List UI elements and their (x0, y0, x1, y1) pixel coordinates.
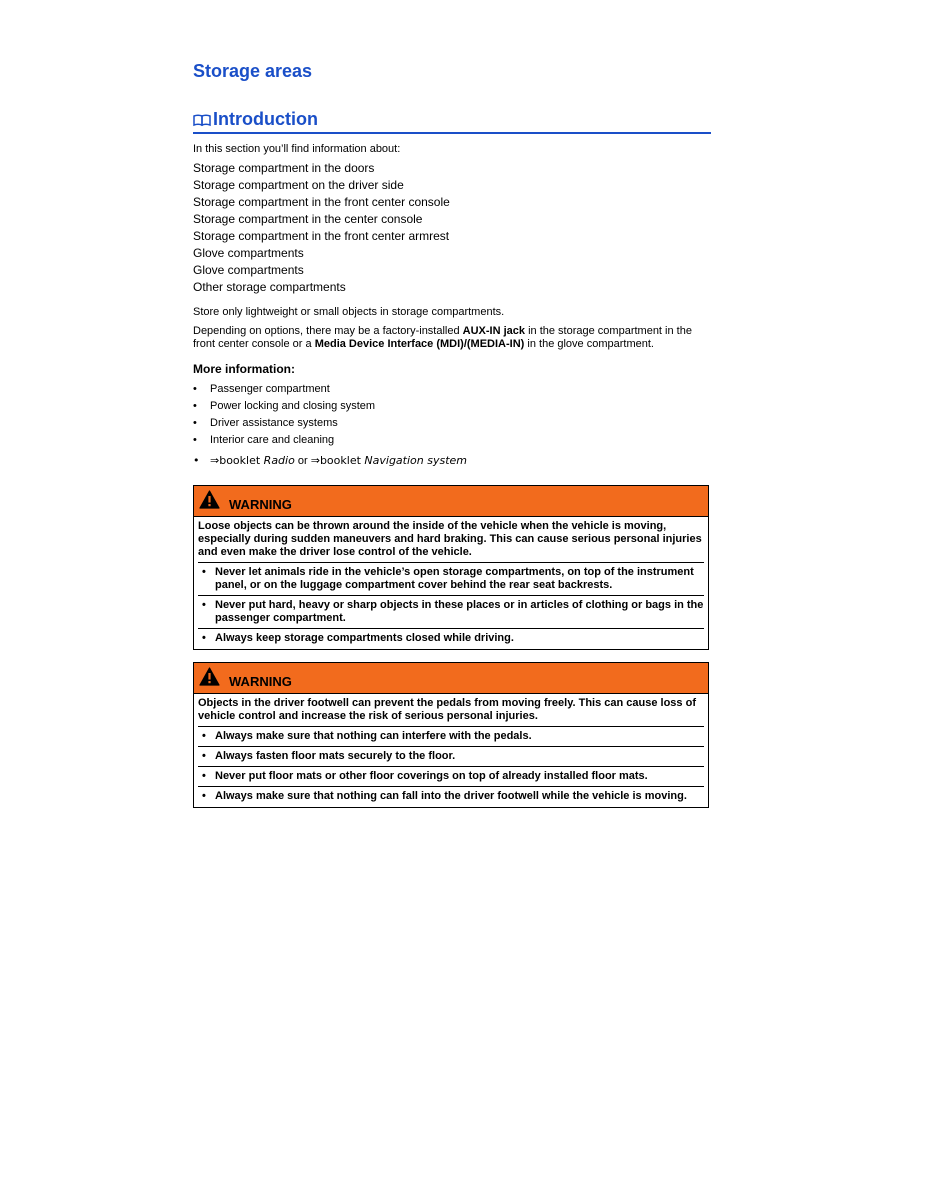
storage-note: Store only lightweight or small objects in storage compartments. (193, 306, 505, 318)
warning-title: WARNING (229, 496, 292, 512)
warning-item: • Always fasten floor mats securely to the floor. (198, 747, 704, 767)
warning-box-driver-footwell (193, 662, 709, 808)
topic-link[interactable]: Other storage compartments (193, 280, 346, 294)
warning-item: • Always make sure that nothing can interfere with the pedals. (198, 727, 704, 747)
more-info-heading: More information: (193, 362, 295, 376)
warning-item: • Never let animals ride in the vehicle’s open storage compartments, on top of the instrument panel, or on the luggage compartment cover behind the rear seat backrests. (198, 563, 704, 596)
intro-lead: In this section you’ll find information about: (193, 143, 401, 155)
arrow-icon: ⇒ (210, 454, 220, 467)
booklet-label: booklet (219, 454, 264, 467)
options-note-text: in the glove compartment. (524, 338, 654, 350)
topic-link[interactable]: Storage compartment on the driver side (193, 178, 404, 192)
radio-booklet-link[interactable]: Radio (263, 454, 295, 467)
warning-lead: Loose objects can be thrown around the inside of the vehicle when the vehicle is moving, especially during sudden maneuvers and hard braking. This can cause serious personal injuries and even make the driver lose control of the vehicle. (198, 520, 704, 563)
warning-triangle-icon (199, 667, 220, 686)
warning-item: • Always keep storage compartments closed while driving. (198, 629, 704, 646)
navigation-booklet-link[interactable]: Navigation system (364, 454, 467, 467)
topic-list (193, 160, 450, 296)
more-info-link[interactable]: • Power locking and closing system (193, 398, 467, 415)
warning-header (194, 486, 708, 517)
topic-link[interactable]: Storage compartment in the doors (193, 161, 375, 175)
warning-title: WARNING (229, 673, 292, 689)
page-title: Storage areas (193, 61, 313, 81)
topic-link[interactable]: Storage compartment in the center console (193, 212, 423, 226)
warning-item: • Never put hard, heavy or sharp objects in these places or in articles of clothing or bags in the passenger compartment. (198, 596, 704, 629)
options-note (193, 325, 711, 351)
booklet-reference[interactable] (193, 452, 467, 469)
warning-lead: Objects in the driver footwell can prevent the pedals from moving freely. This can cause loss of vehicle control and increase the risk of serious personal injuries. (198, 697, 704, 727)
warning-body (194, 694, 708, 807)
options-note-text: in the storage compartment in the front center console or a (193, 325, 692, 350)
topic-link[interactable]: Storage compartment in the front center armrest (193, 229, 450, 243)
more-info-link[interactable]: • Driver assistance systems (193, 415, 467, 432)
warning-triangle-icon (199, 490, 220, 509)
aux-in-term: AUX-IN jack (462, 325, 526, 337)
topic-link[interactable]: Glove compartments (193, 263, 304, 277)
topic-link[interactable]: Glove compartments (193, 246, 304, 260)
warning-header (194, 663, 708, 694)
section-heading-introduction (193, 109, 711, 134)
book-icon (193, 113, 211, 127)
mdi-term: Media Device Interface (MDI)/(MEDIA-IN) (314, 338, 525, 350)
topic-link[interactable]: Storage compartment in the front center console (193, 195, 450, 209)
warning-box-loose-objects (193, 485, 709, 650)
warning-item: • Always make sure that nothing can fall into the driver footwell while the vehicle is moving. (198, 787, 704, 804)
section-title: Introduction (213, 109, 318, 129)
arrow-icon: ⇒ (310, 454, 320, 467)
more-info-link[interactable]: • Passenger compartment (193, 381, 467, 398)
options-note-text: Depending on options, there may be a factory-installed (193, 325, 463, 337)
warning-item: • Never put floor mats or other floor coverings on top of already installed floor mats. (198, 767, 704, 787)
or-text: or (294, 455, 311, 467)
warning-body (194, 517, 708, 649)
more-info-list (193, 381, 467, 469)
more-info-link[interactable]: • Interior care and cleaning (193, 432, 467, 449)
booklet-label: booklet (319, 454, 365, 467)
